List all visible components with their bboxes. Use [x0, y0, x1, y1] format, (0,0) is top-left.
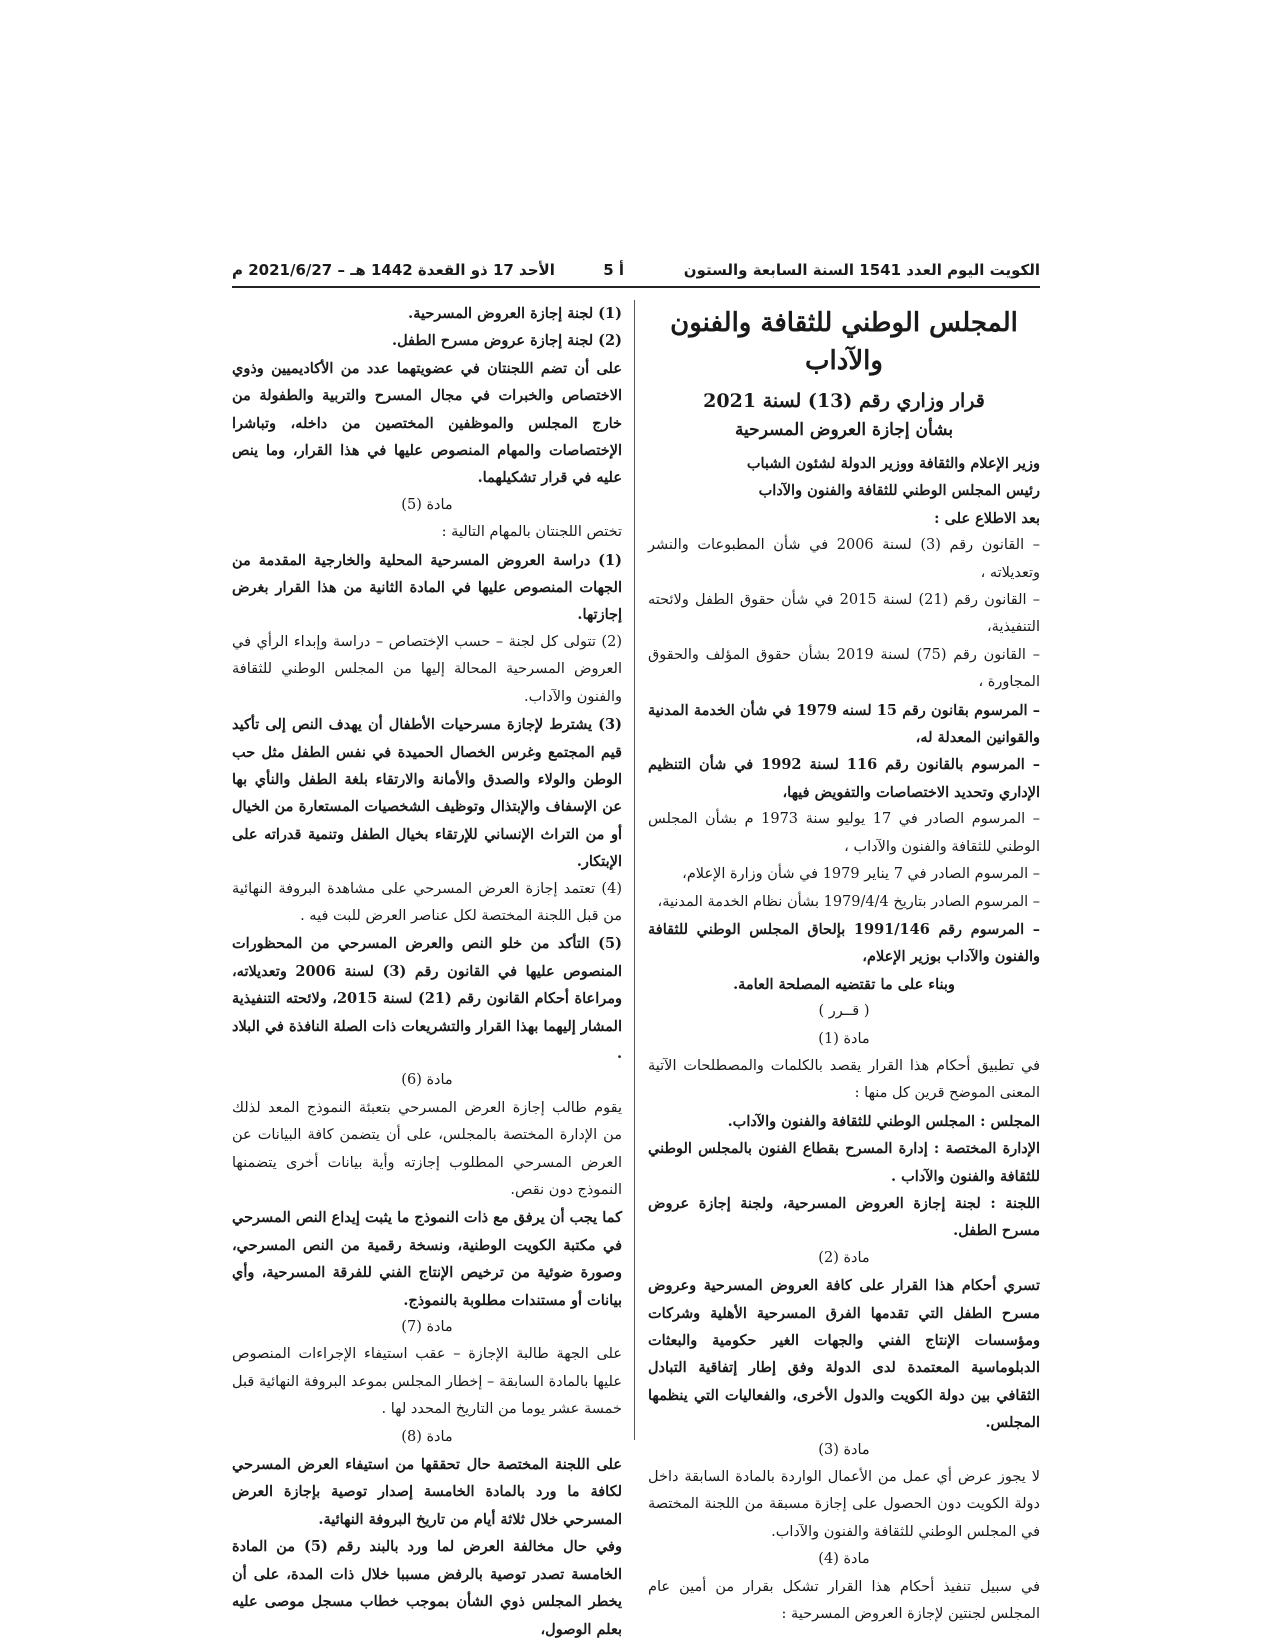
reference-decree-1992: – المرسوم بالقانون رقم 116 لسنة 1992 في شأن التنظيم الإداري وتحديد الاختصاصات والتفويض فيها،: [648, 756, 1040, 801]
gazette-issue-info: الكويت اليوم العدد 1541 السنة السابعة والستون: [683, 261, 1040, 279]
article-8-text: على اللجنة المختصة حال تحققها من استيفاء العرض المسرحي لكافة ما ورد بالمادة الخامسة إصدار توصية بإجازة العرض المسرحي خلال ثلاثة أيام من تاريخ البروفة النهائية.: [232, 1456, 622, 1528]
reference-decree-1991: – المرسوم رقم 1991/146 بإلحاق المجلس الوطني للثقافة والفنون والآداب بوزير الإعلام،: [648, 920, 1040, 966]
council-title: المجلس الوطني للثقافة والفنون والآداب: [670, 308, 1018, 376]
article-1-heading: مادة (1): [818, 1030, 870, 1047]
article-8-rejection: وفي حال مخالفة العرض لما ورد بالبند رقم (5) من المادة الخامسة تصدر توصية بالرفض مسببا خلال ذات المدة، على أن يخطر المجلس ذوي الشأن بموجب خطاب مسجل موصى عليه بعلم الوصول،: [232, 1538, 622, 1638]
reference-decree-jan-1979: – المرسوم الصادر في 7 يناير 1979 في شأن وزارة الإعلام،: [682, 866, 1040, 883]
page-number: أ 5: [603, 261, 624, 279]
column-divider: [634, 300, 635, 1440]
article-7-text: على الجهة طالبة الإجازة – عقب استيفاء الإجراءات المنصوص عليها بالمادة السابقة – إخطار المجلس بموعد البروفة النهائية قبل خمسة عشر يوما من التاريخ المحدد لها .: [232, 1346, 622, 1418]
definition-department: الإدارة المختصة : إدارة المسرح بقطاع الفنون بالمجلس الوطني للثقافة والفنون والآداب .: [648, 1140, 1040, 1185]
preamble-heading: بعد الاطلاع على :: [934, 509, 1040, 527]
issue-date: الأحد 17 ذو القعدة 1442 هـ – 2021/6/27 م: [232, 261, 555, 279]
article-2-text: تسري أحكام هذا القرار على كافة العروض المسرحية وعروض مسرح الطفل التي تقدمها الفرق المسرحية الأهلية وشركات ومؤسسات الإنتاج الفني والجهات الغير حكومية والبعثات الدبلوماسية المعتمدة لدى الدولة وفق إطار إتفاقية التبادل الثقافي بين دولة الكويت والدول الأخرى، والفعاليات التي ينظمها المجلس.: [648, 1277, 1040, 1432]
committee-membership-text: على أن تضم اللجنتان في عضويتهما عدد من الأكاديميين وذوي الاختصاص والخبرات في مجال المسرح والتربية والطفولة من خارج المجلس والموظفين المختصين من داخله، وتباشرا الإختصاصات والمهام المنصوص عليها في هذا القرار، وما ينص عليه في قرار تشكيلهما.: [232, 359, 622, 487]
article-5-heading: مادة (5): [401, 496, 453, 513]
article-5-item-5: (5) التأكد من خلو النص والعرض المسرحي من المحظورات المنصوص عليها في القانون رقم (3) لسنة 2006 وتعديلاته، ومراعاة أحكام القانون رقم (21) لسنة 2015، ولائحته التنفيذية المشار إليهما بهذا القرار والتشريعات ذات الصلة النافذة في البلاد .: [231, 935, 622, 1062]
committee-item-1: (1) لجنة إجازة العروض المسرحية.: [408, 305, 622, 322]
council-president-title: رئيس المجلس الوطني للثقافة والفنون والآداب: [758, 482, 1040, 500]
reference-law-2019: – القانون رقم (75) لسنة 2019 بشأن حقوق المؤلف والحقوق المجاورة ،: [648, 646, 1040, 691]
reference-law-2015: – القانون رقم (21) لسنة 2015 في شأن حقوق الطفل ولائحته التنفيذية،: [648, 592, 1040, 636]
article-5-item-2: (2) تتولى كل لجنة – حسب الإختصاص – دراسة وإبداء الرأي في العروض المسرحية المحالة إليها من المجلس الوطني للثقافة والفنون والآداب.: [232, 633, 622, 705]
article-5-item-1: (1) دراسة العروض المسرحية المحلية والخارجية المقدمة من الجهات المنصوص عليها في المادة الثانية من هذا القرار بغرض إجازتها.: [232, 551, 622, 624]
article-4-text: في سبيل تنفيذ أحكام هذا القرار تشكل بقرار من أمين عام المجلس لجنتين لإجازة العروض المسرحية :: [648, 1578, 1040, 1623]
article-4-heading: مادة (4): [818, 1551, 870, 1568]
definition-committee: اللجنة : لجنة إجازة العروض المسرحية، ولجنة إجازة عروض مسرح الطفل.: [648, 1194, 1040, 1240]
reference-law-2006: – القانون رقم (3) لسنة 2006 في شأن المطبوعات والنشر وتعديلاته ،: [648, 537, 1040, 581]
article-2-heading: مادة (2): [818, 1249, 870, 1266]
header-divider: [232, 286, 1040, 288]
reference-decree-apr-1979: – المرسوم الصادر بتاريخ 1979/4/4 بشأن نظام الخدمة المدنية،: [657, 893, 1040, 910]
right-column: [648, 300, 1040, 1628]
definition-council: المجلس : المجلس الوطني للثقافة والفنون والآداب.: [727, 1112, 1040, 1130]
article-7-heading: مادة (7): [401, 1319, 453, 1336]
decree-subject: بشأن إجازة العروض المسرحية: [734, 420, 954, 440]
article-8-heading: مادة (8): [401, 1428, 453, 1445]
reference-decree-1979: – المرسوم بقانون رقم 15 لسنه 1979 في شأن الخدمة المدنية والقوانين المعدلة له،: [648, 701, 1041, 747]
article-5-item-3: (3) يشترط لإجازة مسرحيات الأطفال أن يهدف النص إلى تأكيد قيم المجتمع وغرس الخصال الحميدة في نفس الطفل مثل حب الوطن والولاء والصدق والأمانة والارتقاء بلغة الطفل والنأي بها عن الإسفاف والإبتذال وتوظيف الشخصيات المستعارة من الخيال أو من التراث الإنساني للإرتقاء بخيال الطفل وتنمية قدراته على الإبتكار.: [232, 716, 622, 871]
decree-number: قرار وزاري رقم (13) لسنة 2021: [703, 390, 985, 412]
minister-title: وزير الإعلام والثقافة ووزير الدولة لشئون الشباب: [746, 455, 1040, 472]
article-6-text: يقوم طالب إجازة العرض المسرحي بتعبئة النموذج المعد لذلك من الإدارة المختصة بالمجلس، على أن يتضمن كافة البيانات عن العرض المسرحي المطلوب إجازته وأية بيانات أخرى يتضمنها النموذج دون نقص.: [232, 1099, 622, 1198]
article-5-item-4: (4) تعتمد إجازة العرض المسرحي على مشاهدة البروفة النهائية من قبل اللجنة المختصة لكل عناصر العرض للبت فيه .: [232, 880, 622, 924]
reference-decree-1973: – المرسوم الصادر في 17 يوليو سنة 1973 م بشأن المجلس الوطني للثقافة والفنون والآداب ،: [648, 811, 1040, 855]
committee-item-2: (2) لجنة إجازة عروض مسرح الطفل.: [392, 332, 622, 350]
article-6-attachments: كما يجب أن يرفق مع ذات النموذج ما يثبت إيداع النص المسرحي في مكتبة الكويت الوطنية، ونسخة رقمية من النص المسرحي، وصورة ضوئية من ترخيص الإنتاج الفني للفرقة المسرحية، وأي بيانات أو مستندات مطلوبة بالنموذج.: [232, 1209, 622, 1309]
decided-heading: ( قــرر ): [818, 1003, 870, 1020]
article-5-intro: تختص اللجنتان بالمهام التالية :: [441, 524, 622, 541]
article-1-text: في تطبيق أحكام هذا القرار يقصد بالكلمات والمصطلحات الآتية المعنى الموضح قرين كل منها :: [648, 1057, 1040, 1102]
article-6-heading: مادة (6): [401, 1072, 453, 1089]
article-3-text: لا يجوز عرض أي عمل من الأعمال الواردة بالمادة السابقة داخل دولة الكويت دون الحصول على إجازة مسبقة من اللجنة المختصة في المجلس الوطني للثقافة والفنون والآداب.: [648, 1469, 1040, 1540]
article-3-heading: مادة (3): [818, 1441, 870, 1458]
public-interest-clause: وبناء على ما تقتضيه المصلحة العامة.: [733, 975, 955, 993]
left-column: [232, 300, 622, 1643]
page-header: [232, 256, 1040, 284]
